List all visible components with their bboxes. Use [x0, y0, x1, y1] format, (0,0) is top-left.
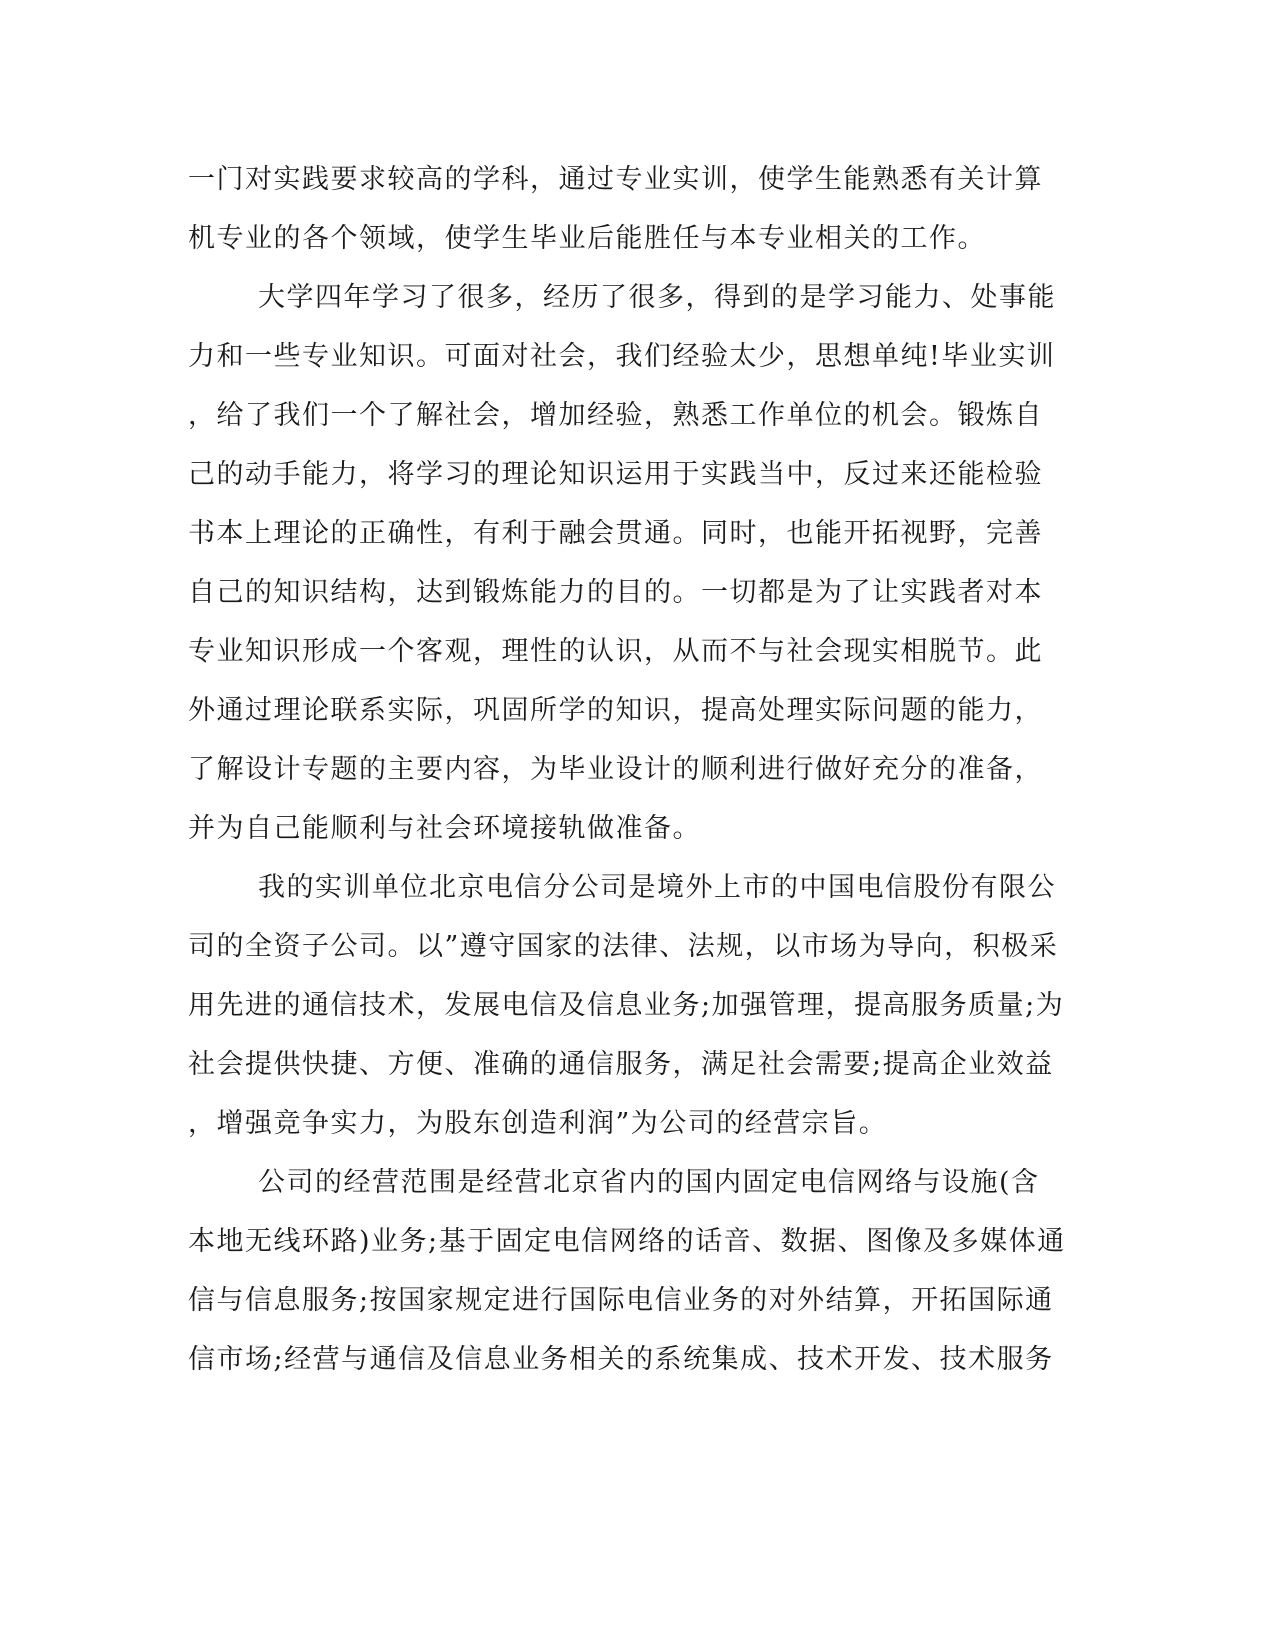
paragraph-first-line: 大学四年学习了很多，经历了很多，得到的是学习能力、处事能: [258, 282, 1056, 313]
text-line: 力和一些专业知识。可面对社会，我们经验太少，思想单纯!毕业实训: [188, 341, 1056, 372]
text-line: 外通过理论联系实际，巩固所学的知识，提高处理实际问题的能力，: [188, 695, 1043, 726]
paragraph-first-line: 我的实训单位北京电信分公司是境外上市的中国电信股份有限公: [258, 872, 1056, 903]
text-line: 书本上理论的正确性，有利于融会贯通。同时，也能开拓视野，完善: [188, 518, 1043, 549]
text-line: 己的动手能力，将学习的理论知识运用于实践当中，反过来还能检验: [188, 459, 1043, 490]
text-line: 信与信息服务;按国家规定进行国际电信业务的对外结算，开拓国际通: [188, 1285, 1054, 1316]
text-line: 本地无线环路)业务;基于固定电信网络的话音、数据、图像及多媒体通: [188, 1226, 1066, 1257]
text-line: 社会提供快捷、方便、准确的通信服务，满足社会需要;提高企业效益: [188, 1049, 1054, 1080]
text-line: 并为自己能顺利与社会环境接轨做准备。: [188, 813, 701, 844]
paragraph-first-line: 公司的经营范围是经营北京省内的国内固定电信网络与设施(含: [258, 1167, 1040, 1198]
text-line: 司的全资子公司。以”遵守国家的法律、法规，以市场为导向，积极采: [188, 931, 1059, 962]
text-line: 一门对实践要求较高的学科，通过专业实训，使学生能熟悉有关计算: [188, 164, 1043, 195]
text-line: 信市场;经营与通信及信息业务相关的系统集成、技术开发、技术服务: [188, 1344, 1054, 1375]
text-line: 自己的知识结构，达到锻炼能力的目的。一切都是为了让实践者对本: [188, 577, 1043, 608]
text-line: ，给了我们一个了解社会，增加经验，熟悉工作单位的机会。锻炼自: [188, 400, 1043, 431]
text-line: 用先进的通信技术，发展电信及信息业务;加强管理，提高服务质量;为: [188, 990, 1065, 1021]
text-line: 机专业的各个领域，使学生毕业后能胜任与本专业相关的工作。: [188, 223, 986, 254]
text-line: 了解设计专题的主要内容，为毕业设计的顺利进行做好充分的准备，: [188, 754, 1043, 785]
text-line: 专业知识形成一个客观，理性的认识，从而不与社会现实相脱节。此: [188, 636, 1043, 667]
text-line: ，增强竞争实力，为股东创造利润”为公司的经营宗旨。: [188, 1108, 888, 1139]
